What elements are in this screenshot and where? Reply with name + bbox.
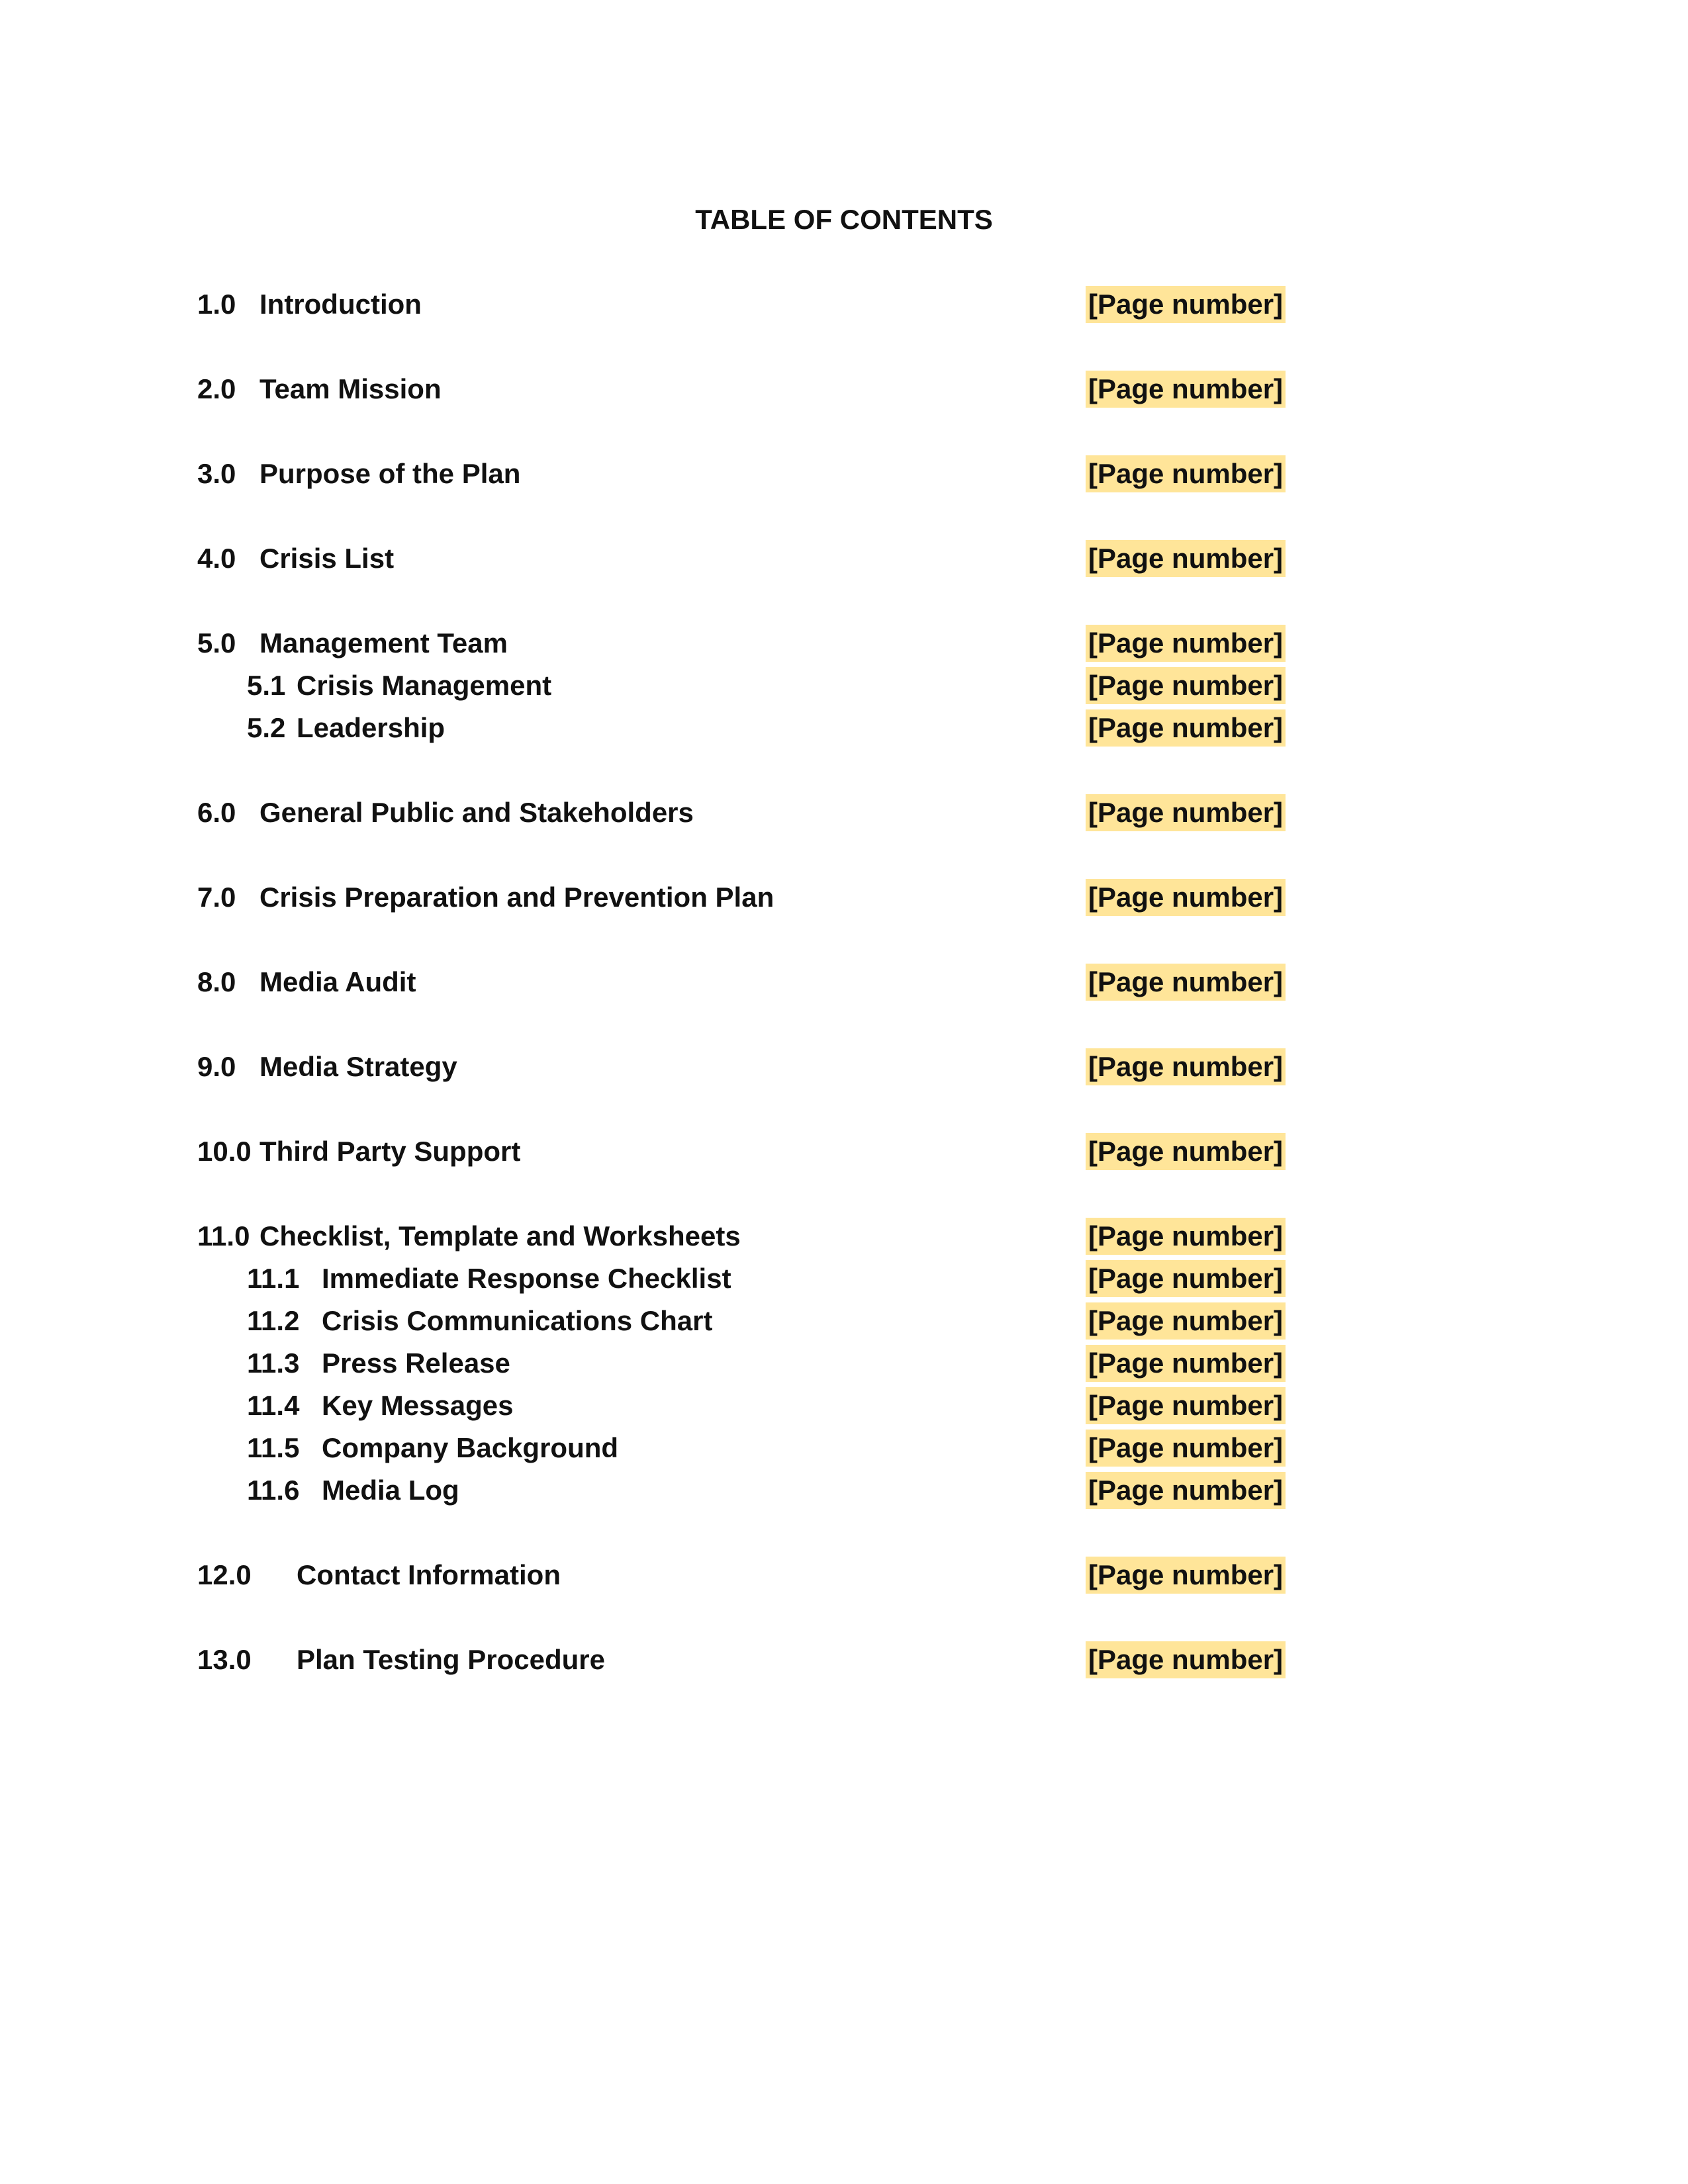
toc-entry-label: Immediate Response Checklist: [322, 1263, 731, 1294]
toc-entry-label: Crisis Communications Chart: [322, 1305, 713, 1336]
toc-entry-number: 5.2: [247, 712, 286, 743]
toc-subentry: [0, 1427, 1688, 1469]
toc-entry-page: [Page number]: [1086, 964, 1286, 1001]
toc-entry-page: [Page number]: [1086, 371, 1286, 408]
toc-entry-page: [Page number]: [1086, 667, 1286, 704]
toc-entry-number: 11.1: [247, 1263, 300, 1294]
toc-entry: [0, 283, 1688, 326]
toc-entry: [0, 1639, 1688, 1681]
toc-entry-label: Introduction: [259, 289, 422, 320]
toc-entry: [0, 876, 1688, 919]
toc-entry-label: Crisis Management: [297, 670, 552, 701]
toc-entry-number: 11.4: [247, 1390, 300, 1421]
toc-entry-page: [Page number]: [1086, 1260, 1286, 1297]
toc-entry-page: [Page number]: [1086, 709, 1286, 747]
toc-subentry: [0, 1469, 1688, 1512]
toc-entry-number: 6.0: [197, 797, 236, 828]
toc-entry-label: Company Background: [322, 1432, 619, 1463]
toc-entry-number: 10.0: [197, 1136, 252, 1167]
toc-entry-page: [Page number]: [1086, 625, 1286, 662]
toc-subentry: [0, 707, 1688, 749]
toc-entry: [0, 1046, 1688, 1088]
toc-entry-number: 11.3: [247, 1347, 300, 1379]
toc-entry-label: Crisis List: [259, 543, 395, 574]
toc-entry-page: [Page number]: [1086, 1387, 1286, 1424]
toc-entry-label: Media Log: [322, 1475, 459, 1506]
toc-entry-number: 5.0: [197, 627, 236, 659]
toc-entry: [0, 537, 1688, 580]
toc-entry-page: [Page number]: [1086, 1345, 1286, 1382]
toc-entry-label: Checklist, Template and Worksheets: [259, 1220, 741, 1251]
toc-entry-page: [Page number]: [1086, 879, 1286, 916]
toc-entry-number: 9.0: [197, 1051, 236, 1082]
toc-subentry: [0, 1257, 1688, 1300]
toc-entry-label: Press Release: [322, 1347, 510, 1379]
toc-entry-page: [Page number]: [1086, 1430, 1286, 1467]
toc-entry: [0, 1215, 1688, 1257]
toc-entry: [0, 961, 1688, 1003]
toc-entry-page: [Page number]: [1086, 1641, 1286, 1678]
toc-entry: [0, 622, 1688, 664]
toc-entry-page: [Page number]: [1086, 1218, 1286, 1255]
toc-entry: [0, 792, 1688, 834]
toc-entry-number: 11.0: [197, 1220, 250, 1251]
toc-entry-page: [Page number]: [1086, 1557, 1286, 1594]
toc-entry-number: 11.5: [247, 1432, 300, 1463]
toc-entry-label: Key Messages: [322, 1390, 514, 1421]
toc-entry: [0, 1130, 1688, 1173]
toc-entry-page: [Page number]: [1086, 455, 1286, 492]
toc-entry-number: 11.2: [247, 1305, 300, 1336]
toc-entry-label: Media Audit: [259, 966, 416, 997]
toc-entry-label: Team Mission: [259, 373, 442, 404]
toc-entry-number: 1.0: [197, 289, 236, 320]
toc-entry-label: Contact Information: [297, 1559, 561, 1590]
toc-subentry: [0, 1342, 1688, 1385]
toc-entry-number: 11.6: [247, 1475, 300, 1506]
toc-entry-page: [Page number]: [1086, 1133, 1286, 1170]
toc-entry-label: General Public and Stakeholders: [259, 797, 694, 828]
toc-entry: [0, 368, 1688, 410]
toc-entry-page: [Page number]: [1086, 1472, 1286, 1509]
toc-entry-label: Purpose of the Plan: [259, 458, 521, 489]
toc-entry-label: Plan Testing Procedure: [297, 1644, 605, 1675]
toc-entry-number: 8.0: [197, 966, 236, 997]
toc-entry-number: 4.0: [197, 543, 236, 574]
toc-entry-label: Media Strategy: [259, 1051, 457, 1082]
toc-entry-number: 5.1: [247, 670, 286, 701]
toc-subentry: [0, 1300, 1688, 1342]
toc-entry-label: Leadership: [297, 712, 445, 743]
toc-entry: [0, 1554, 1688, 1596]
toc-entry: [0, 453, 1688, 495]
toc-entry-label: Crisis Preparation and Prevention Plan: [259, 882, 774, 913]
toc-entry-page: [Page number]: [1086, 1302, 1286, 1340]
toc-entry-page: [Page number]: [1086, 286, 1286, 323]
toc-subentry: [0, 664, 1688, 707]
toc-entry-label: Third Party Support: [259, 1136, 521, 1167]
toc-entry-page: [Page number]: [1086, 1048, 1286, 1085]
toc-entry-page: [Page number]: [1086, 540, 1286, 577]
toc-entry-number: 13.0: [197, 1644, 252, 1675]
toc-entry-number: 2.0: [197, 373, 236, 404]
toc-entry-number: 7.0: [197, 882, 236, 913]
toc-entry-page: [Page number]: [1086, 794, 1286, 831]
toc-subentry: [0, 1385, 1688, 1427]
toc-entry-number: 12.0: [197, 1559, 252, 1590]
toc-title: TABLE OF CONTENTS: [695, 204, 993, 235]
toc-entry-number: 3.0: [197, 458, 236, 489]
toc-entry-label: Management Team: [259, 627, 508, 659]
